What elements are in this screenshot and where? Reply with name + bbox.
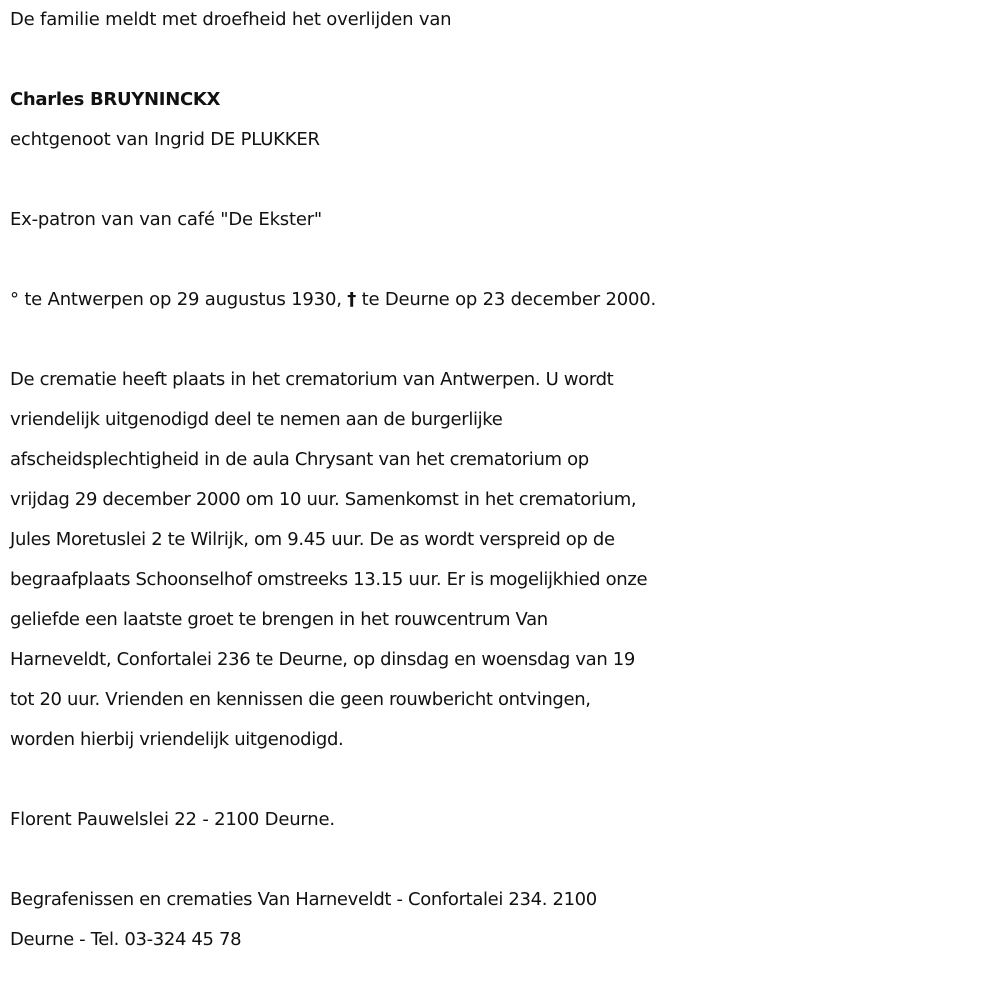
ceremony-line: vriendelijk uitgenodigd deel te nemen aan de burgerlijke <box>10 409 503 430</box>
intro-text: De familie meldt met droefheid het overlijden van <box>10 9 452 30</box>
ceremony-line: De crematie heeft plaats in het crematorium van Antwerpen. U wordt <box>10 369 614 390</box>
deceased-name: Charles BRUYNINCKX <box>10 89 221 110</box>
spacer <box>10 160 990 200</box>
dates-line <box>10 280 990 320</box>
spacer <box>10 840 990 880</box>
ceremony-line: worden hierbij vriendelijk uitgenodigd. <box>10 729 344 750</box>
ceremony-line: Jules Moretuslei 2 te Wilrijk, om 9.45 uur. De as wordt verspreid op de <box>10 529 615 550</box>
ceremony-line: begraafplaats Schoonselhof omstreeks 13.15 uur. Er is mogelijkhied onze <box>10 569 648 590</box>
funeral-home-line: Begrafenissen en crematies Van Harneveldt - Confortalei 234. 2100 <box>10 889 597 910</box>
occupation-text: Ex-patron van van café "De Ekster" <box>10 209 322 230</box>
funeral-home-info <box>10 880 990 960</box>
address-text: Florent Pauwelslei 22 - 2100 Deurne. <box>10 809 335 830</box>
funeral-home-line: Deurne - Tel. 03-324 45 78 <box>10 929 242 950</box>
spacer <box>10 240 990 280</box>
ceremony-line: geliefde een laatste groet te brengen in het rouwcentrum Van <box>10 609 548 630</box>
obituary-notice <box>10 0 990 960</box>
spacer <box>10 320 990 360</box>
spacer <box>10 40 990 80</box>
ceremony-line: Harneveldt, Confortalei 236 te Deurne, op dinsdag en woensdag van 19 <box>10 649 635 670</box>
death-text: te Deurne op 23 december 2000. <box>356 289 657 310</box>
ceremony-line: vrijdag 29 december 2000 om 10 uur. Samenkomst in het crematorium, <box>10 489 637 510</box>
spouse-text: echtgenoot van Ingrid DE PLUKKER <box>10 129 320 150</box>
spacer <box>10 760 990 800</box>
ceremony-paragraph <box>10 360 990 760</box>
birth-text: ° te Antwerpen op 29 augustus 1930, <box>10 289 342 310</box>
ceremony-line: tot 20 uur. Vrienden en kennissen die geen rouwbericht ontvingen, <box>10 689 591 710</box>
ceremony-line: afscheidsplechtigheid in de aula Chrysant van het crematorium op <box>10 449 589 470</box>
cross-icon: † <box>347 289 357 310</box>
